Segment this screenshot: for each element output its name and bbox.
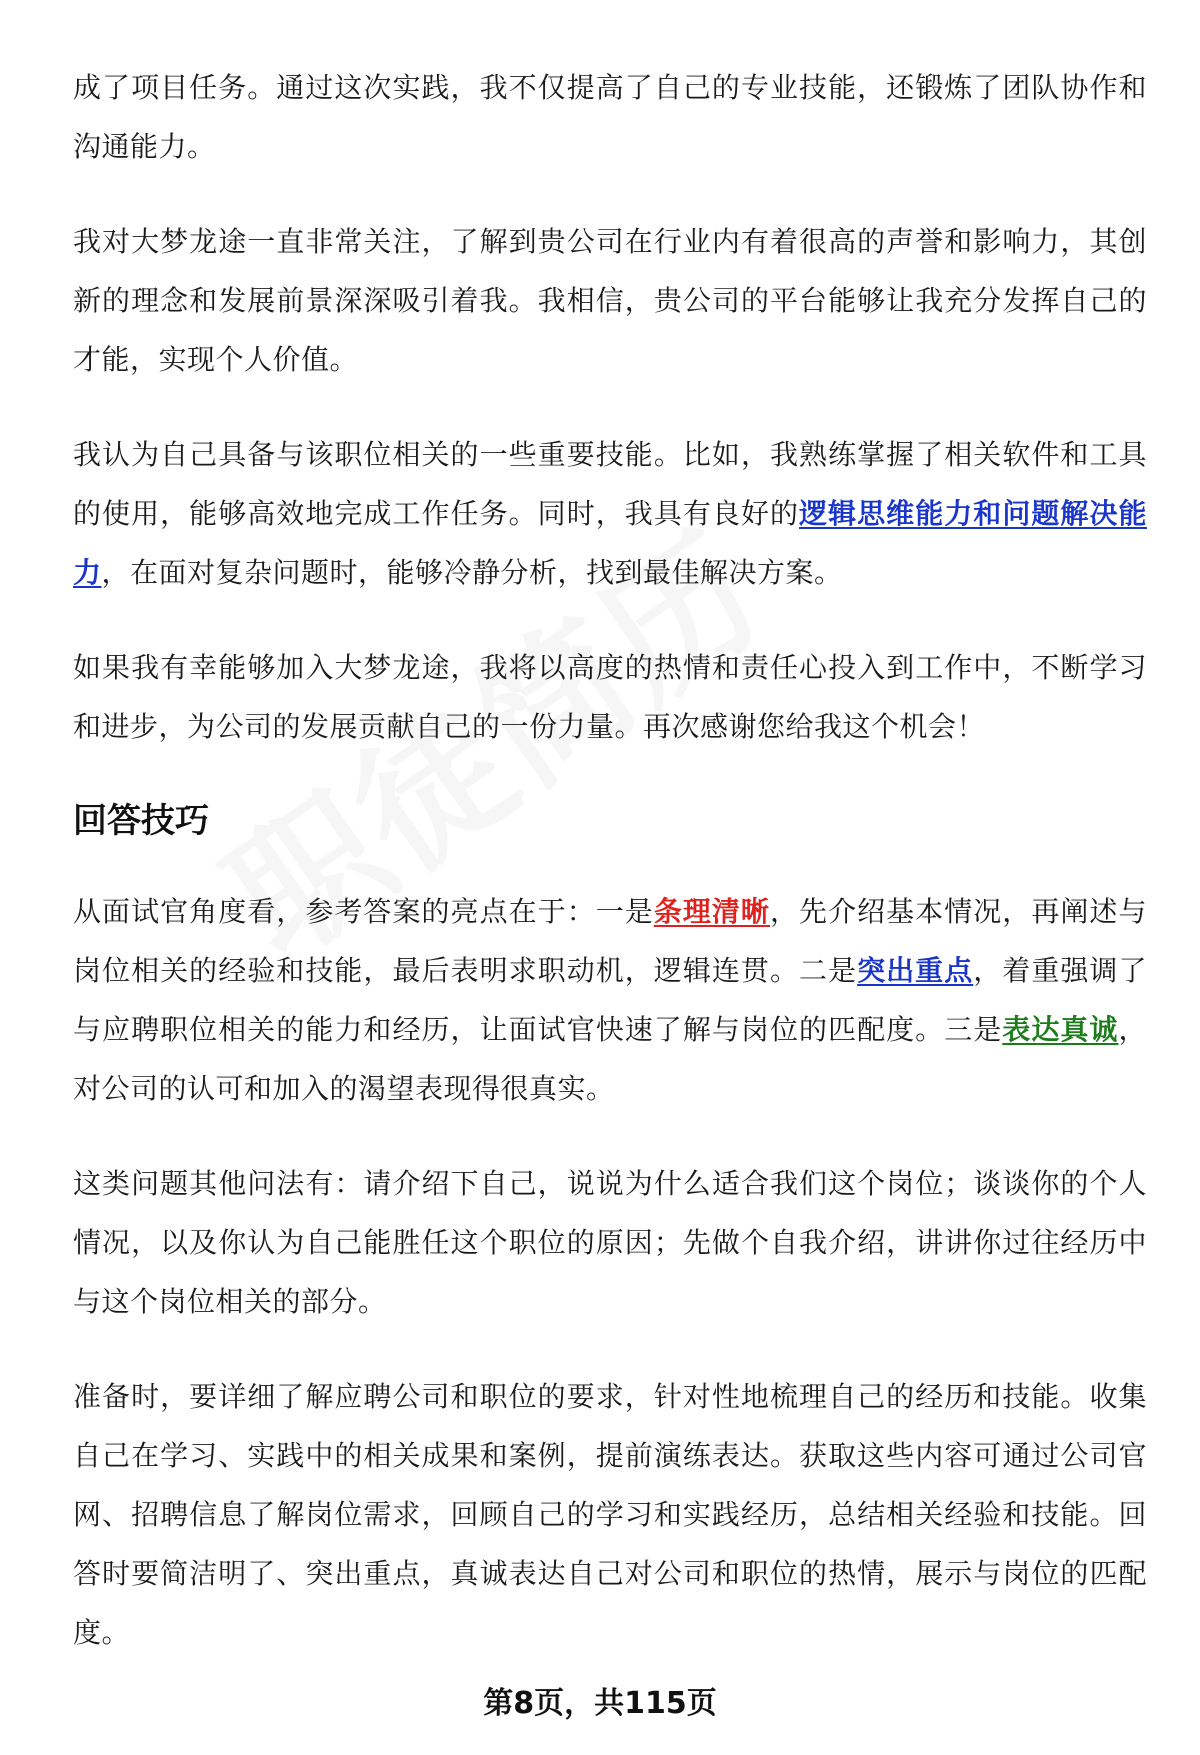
highlight-sincere: 表达真诚	[1002, 1013, 1119, 1046]
highlight-clear-structure: 条理清晰	[653, 895, 770, 928]
highlight-logic-skill: 逻辑思维能力和问题解决能力	[73, 497, 1147, 589]
skills-text-after: ，在面对复杂问题时，能够冷静分析，找到最佳解决方案。	[101, 556, 843, 589]
paragraph-preparation: 准备时，要详细了解应聘公司和职位的要求，针对性地梳理自己的经历和技能。收集自己在学习、实践中的相关成果和案例，提前演练表达。获取这些内容可通过公司官网、招聘信息了解岗位需求，回顾自己的学习和实践经历，总结相关经验和技能。回答时要简洁明了、突出重点，真诚表达自己对公司和职位的热情，展示与岗位的匹配度。	[73, 1380, 1147, 1649]
document-body	[73, 58, 1147, 1698]
section-title: 回答技巧	[73, 801, 209, 841]
page-number: 第8页，共115页	[483, 1686, 717, 1721]
paragraph-skills	[73, 425, 1147, 602]
tips-text-1: 从面试官角度看，参考答案的亮点在于：一是	[73, 895, 654, 928]
tips-text-4: ，对公司的认可和加入的渴望表现得很真实。	[73, 1013, 1147, 1105]
paragraph-alt-questions: 这类问题其他问法有：请介绍下自己，说说为什么适合我们这个岗位；谈谈你的个人情况，以及你认为自己能胜任这个职位的原因；先做个自我介绍，讲讲你过往经历中与这个岗位相关的部分。	[73, 1167, 1147, 1318]
tips-text-3: ，着重强调了与应聘职位相关的能力和经历，让面试官快速了解与岗位的匹配度。三是	[73, 954, 1147, 1046]
highlight-key-points: 突出重点	[857, 954, 974, 987]
skills-text-before: 我认为自己具备与该职位相关的一些重要技能。比如，我熟练掌握了相关软件和工具的使用，能够高效地完成工作任务。同时，我具有良好的	[73, 438, 1147, 530]
paragraph-closing: 如果我有幸能够加入大梦龙途，我将以高度的热情和责任心投入到工作中，不断学习和进步，为公司的发展贡献自己的一份力量。再次感谢您给我这个机会！	[73, 651, 1147, 743]
paragraph-project-result: 成了项目任务。通过这次实践，我不仅提高了自己的专业技能，还锻炼了团队协作和沟通能力。	[73, 71, 1147, 163]
paragraph-tips-highlights	[73, 882, 1147, 1118]
tips-text-2: ，先介绍基本情况，再阐述与岗位相关的经验和技能，最后表明求职动机，逻辑连贯。二是	[73, 895, 1147, 987]
paragraph-company-interest: 我对大梦龙途一直非常关注，了解到贵公司在行业内有着很高的声誉和影响力，其创新的理念和发展前景深深吸引着我。我相信，贵公司的平台能够让我充分发挥自己的才能，实现个人价值。	[73, 225, 1147, 376]
